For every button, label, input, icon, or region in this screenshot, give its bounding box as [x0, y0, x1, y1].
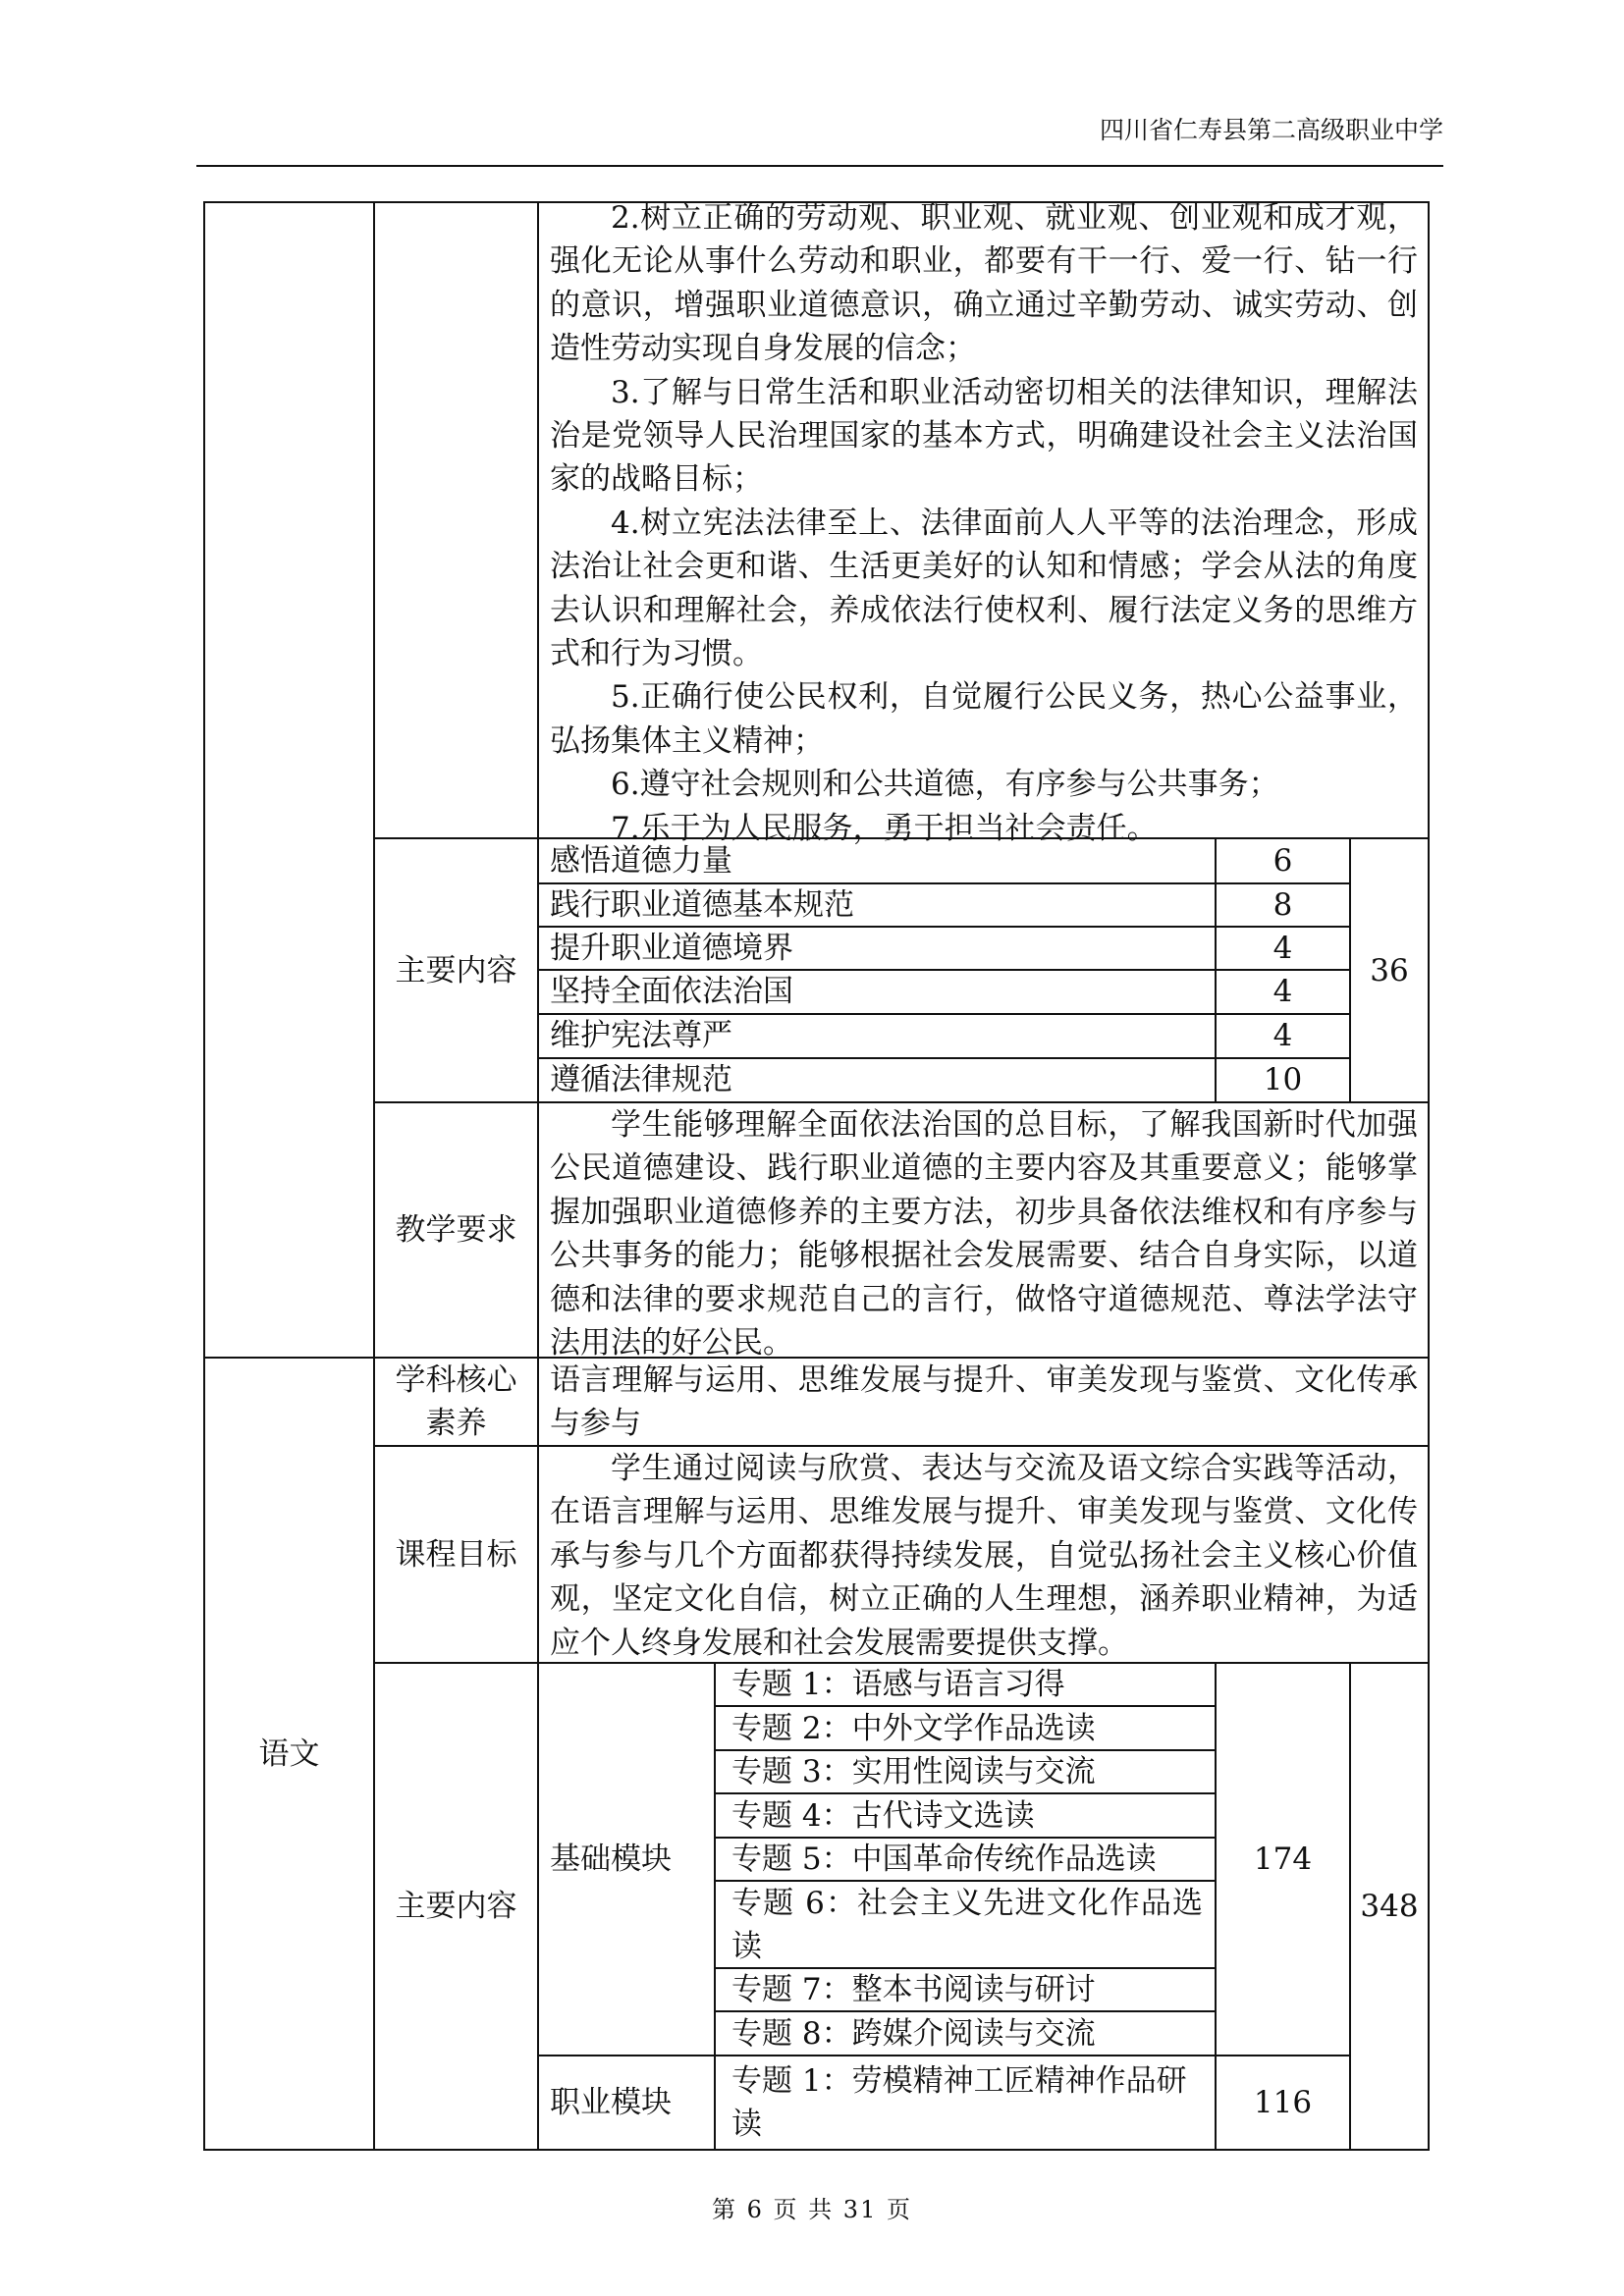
topic-cell: 专题 1：语感与语言习得: [731, 1667, 1065, 1702]
hours-cell: 4: [1272, 930, 1293, 966]
basic-module-label: 基础模块: [550, 1842, 672, 1877]
subject-label: 语文: [258, 1735, 320, 1772]
col-divider-module: [714, 1662, 716, 2151]
goal-item: 4.树立宪法法律至上、法律面前人人平等的法治理念，形成法治让社会更和谐、生活更美好的认知和情感；学会从法的角度去认识和理解社会，养成依法行使权利、履行法定义务的思维方式和行为习惯。: [550, 505, 1418, 672]
topic-cell: 维护宪法尊严: [550, 1018, 732, 1053]
page-number: 第 6 页 共 31 页: [712, 2196, 912, 2223]
total-hours-cell: 348: [1360, 1889, 1419, 1924]
goal-item: 7.乐于为人民服务，勇于担当社会责任。: [611, 810, 1158, 846]
core-literacy-text: 语言理解与运用、思维发展与提升、审美发现与鉴赏、文化传承与参与: [550, 1362, 1418, 1442]
core-literacy-label: 学科核心 素养: [395, 1362, 517, 1441]
requirements-text: 学生能够理解全面依法治国的总目标，了解我国新时代加强公民道德建设、践行职业道德的主要内容及其重要意义；能够掌握加强职业道德修养的主要方法，初步具备依法维权和有序参与公共事务的能力；能够根据社会发展需要、结合自身实际，以道德和法律的要求规范自己的言行，做恪守道德规范、尊法学法守法用法的好公民。: [550, 1107, 1418, 1362]
total-hours-cell: 36: [1370, 952, 1409, 988]
course-goal-label: 课程目标: [395, 1536, 517, 1573]
course-goals-text: [550, 196, 1418, 850]
basic-hours-cell: 174: [1253, 1842, 1313, 1877]
topic-cell: 提升职业道德境界: [550, 930, 793, 966]
table-right-border: [1428, 201, 1430, 2151]
vocational-module-label: 职业模块: [550, 2085, 672, 2120]
goal-item: 5.正确行使公民权利，自觉履行公民义务，热心公益事业，弘扬集体主义精神；: [550, 679, 1418, 759]
hours-cell: 4: [1272, 974, 1293, 1009]
topic-cell: 感悟道德力量: [550, 843, 732, 879]
topic-cell: 专题 8：跨媒介阅读与交流: [731, 2015, 1096, 2052]
main-content-label: 主要内容: [395, 1889, 517, 1924]
main-content-label: 主要内容: [395, 952, 517, 988]
hours-cell: 8: [1272, 886, 1293, 923]
topic-cell: 专题 7：整本书阅读与研讨: [731, 1972, 1096, 2007]
hours-cell: 10: [1263, 1062, 1303, 1097]
page-header: 四川省仁寿县第二高级职业中学: [1099, 116, 1443, 144]
goal-item: 3.了解与日常生活和职业活动密切相关的法律知识，理解法治是党领导人民治理国家的基本方式，明确建设社会主义法治国家的战略目标；: [550, 374, 1418, 498]
topic-cell: 专题 3：实用性阅读与交流: [731, 1754, 1096, 1789]
topic-cell: 专题 4：古代诗文选读: [731, 1797, 1035, 1834]
topic-cell: 遵循法律规范: [550, 1062, 732, 1097]
header-rule: [196, 165, 1443, 167]
table-bottom-border: [203, 2149, 1430, 2151]
topic-cell: 坚持全面依法治国: [550, 974, 793, 1009]
topic-cell: 专题 5：中国革命传统作品选读: [731, 1842, 1157, 1877]
requirements-label: 教学要求: [395, 1212, 517, 1248]
goal-item: 2.树立正确的劳动观、职业观、就业观、创业观和成才观，强化无论从事什么劳动和职业，都要有干一行、爱一行、钻一行的意识，增强职业道德意识，确立通过辛勤劳动、诚实劳动、创造性劳动实现自身发展的信念；: [550, 200, 1418, 367]
col-divider-label: [537, 201, 539, 2151]
vocational-hours-cell: 116: [1253, 2085, 1313, 2120]
topic-cell: 专题 1：劳模精神工匠精神作品研读: [731, 2063, 1187, 2142]
course-goal-text: 学生通过阅读与欣赏、表达与交流及语文综合实践等活动，在语言理解与运用、思维发展与提升、审美发现与鉴赏、文化传承与参与几个方面都获得持续发展，自觉弘扬社会主义核心价值观，坚定文化自信，树立正确的人生理想，涵养职业精神，为适应个人终身发展和社会发展需要提供支撑。: [550, 1451, 1418, 1661]
topic-cell: 专题 2：中外文学作品选读: [731, 1710, 1096, 1746]
hours-cell: 4: [1272, 1018, 1293, 1053]
topic-cell: 专题 6：社会主义先进文化作品选读: [731, 1885, 1203, 1964]
hours-cell: 6: [1272, 843, 1293, 879]
topic-cell: 践行职业道德基本规范: [550, 886, 854, 923]
goal-item: 6.遵守社会规则和公共道德，有序参与公共事务；: [611, 767, 1279, 803]
